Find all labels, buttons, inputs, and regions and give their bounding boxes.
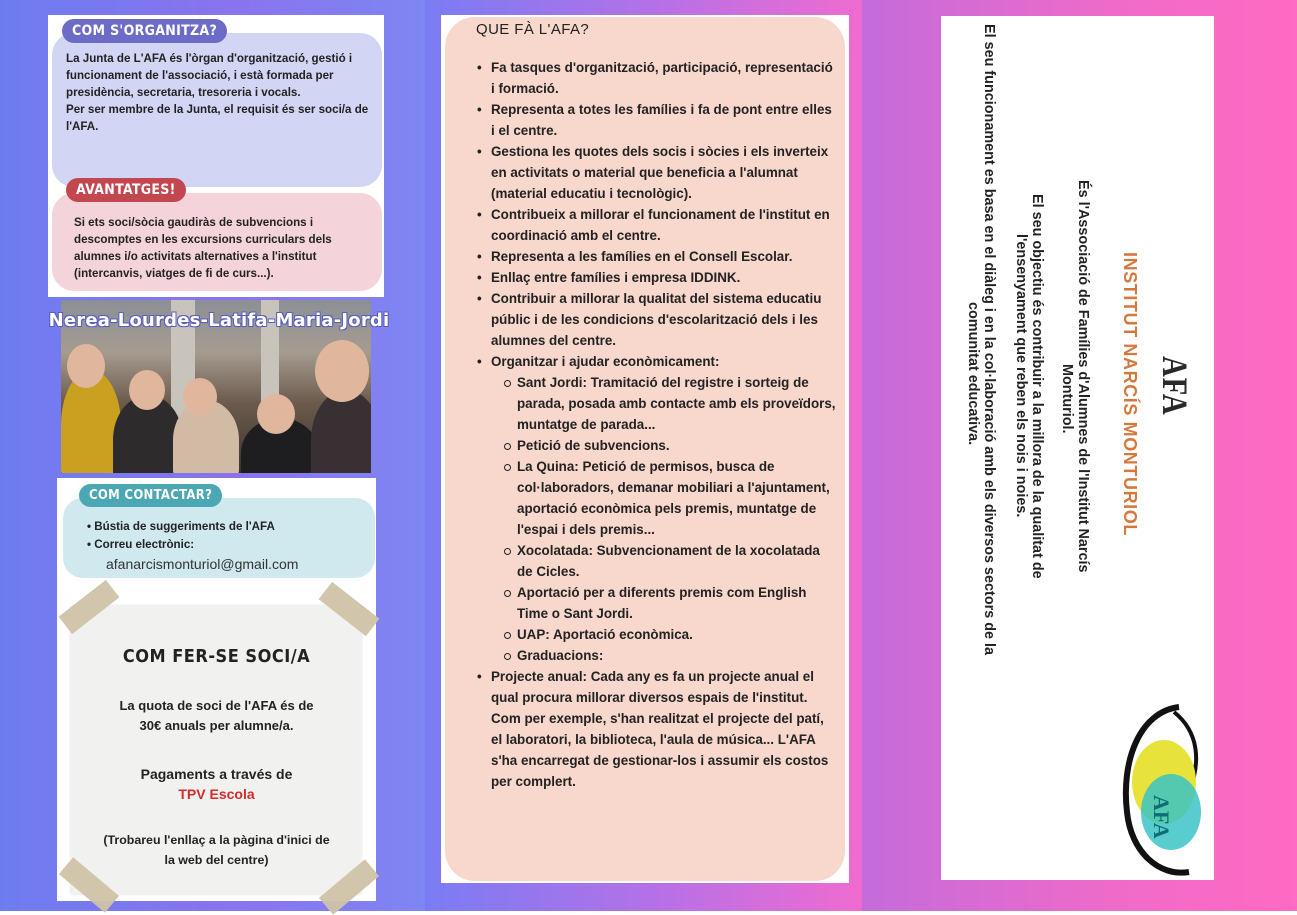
photo-face	[183, 378, 217, 416]
contactar-title: COM CONTACTAR?	[79, 484, 222, 507]
organitza-title: COM S'ORGANITZA?	[62, 19, 227, 43]
list-item: • Projecte anual: Cada any es fa un projecte anual el qual procura millorar diversos espais de l'institut. Com per exemple, s'han realitzat el projecte del patí, el laboratori, la biblioteca, l'aula de música... L'AFA s'ha encarregat de gestionar-los i assumir els costos per complert.	[477, 666, 837, 792]
contact-card	[57, 478, 376, 901]
photo-face	[257, 394, 295, 434]
quota-text: La quota de soci de l'AFA és de 30€ anuals per alumne/a.	[119, 698, 314, 733]
sub-list-item: Sant Jordi: Tramitació del registre i sorteig de parada, posada amb contacte amb els proveïdors, muntatge de parada...	[477, 372, 837, 435]
list-item: • Representa a les famílies en el Consell Escolar.	[477, 246, 837, 267]
contact-email[interactable]: afanarcismonturiol@gmail.com	[106, 556, 299, 572]
intro-line: El seu objectiu és contribuir a la millora de la qualitat de	[1029, 194, 1045, 579]
photo-face	[315, 340, 369, 402]
enllac-text: (Trobareu l'enllaç a la pàgina d'inici de la web del centre)	[103, 833, 330, 867]
tpv-link[interactable]: TPV Escola	[178, 786, 255, 802]
afa-cover	[941, 16, 1214, 880]
list-item: • Representa a totes les famílies i fa de pont entre elles i el centre.	[477, 99, 837, 141]
photo-person	[311, 390, 371, 473]
list-item: • Contribueix a millorar el funcionament de l'institut en coordinació amb el centre.	[477, 204, 837, 246]
organitza-card	[48, 15, 384, 297]
intro-line: És l'Associació de Famílies d'Alumnes de l'Institut Narcís	[1075, 180, 1091, 573]
photo-face	[129, 370, 165, 410]
list-item: • Enllaç entre famílies i empresa IDDINK.	[477, 267, 837, 288]
pagaments-text: Pagaments a través de TPV Escola	[57, 764, 376, 804]
sub-list-item: Aportació per a diferents premis com English Time o Sant Jordi.	[477, 582, 837, 624]
que-fa-card	[441, 15, 849, 883]
institut-title: INSTITUT NARCÍS MONTURIOL	[1120, 252, 1140, 536]
list-item: • Contribuir a millorar la qualitat del sistema educatiu públic i de les condicions d'escolarització dels i les alumnes del centre.	[477, 288, 837, 351]
list-item: • Fa tasques d'organització, participació, representació i formació.	[477, 57, 837, 99]
contact-list	[87, 518, 275, 554]
list-item: • Gestiona les quotes dels socis i sòcies i els inverteix en activitats o material que beneficia a l'alumnat (material educatiu i tecnològic).	[477, 141, 837, 204]
logo-text: AFA	[1149, 795, 1174, 839]
que-fa-title: QUE FÀ L'AFA?	[476, 21, 590, 38]
avantatges-title: AVANTATGES!	[66, 178, 186, 202]
intro-line: comunitat educativa.	[965, 302, 981, 446]
intro-line: Monturiol.	[1059, 364, 1075, 434]
contact-item: • Bústia de suggeriments de l'AFA	[87, 520, 275, 533]
afa-logo-icon	[1119, 702, 1209, 880]
soci-title: COM FER-SE SOCI/A	[122, 646, 311, 667]
sub-list-item: UAP: Aportació econòmica.	[477, 624, 837, 645]
avantatges-text: Si ets soci/sòcia gaudiràs de subvencions i descomptes en les excursions curriculars dels alumnes i/o activitats alternatives a l'institut (intercanvis, viatges de fi de curs...).	[74, 216, 332, 280]
sub-list-item: Graduacions:	[477, 645, 837, 666]
contact-item: • Correu electrònic:	[87, 538, 195, 551]
sub-list-item: Petició de subvencions.	[477, 435, 837, 456]
que-fa-list	[477, 57, 837, 792]
intro-line: l'ensenyament que reben els nois i noies.	[1013, 234, 1029, 518]
organitza-text	[66, 50, 371, 135]
organitza-text-1: La Junta de L'AFA és l'òrgan d'organització, gestió i funcionament de l'associació, i està formada per presidència, secretaria, tresoreria i vocals.	[66, 52, 353, 99]
photo-face	[67, 344, 105, 388]
organitza-text-2: Per ser membre de la Junta, el requisit és ser soci/a de l'AFA.	[66, 103, 369, 133]
afa-title: AFA	[1155, 356, 1195, 416]
sub-list-item: Xocolatada: Subvencionament de la xocolatada de Cicles.	[477, 540, 837, 582]
sub-list-item: La Quina: Petició de permisos, busca de col·laboradors, demanar mobiliari a l'ajuntament, aportació econòmica pels premis, muntatge de l'espai i dels premis...	[477, 456, 837, 540]
photo-caption: Nerea-Lourdes-Latifa-Maria-Jordi	[48, 310, 390, 331]
list-item: • Organitzar i ajudar econòmicament:	[477, 351, 837, 372]
intro-line: El seu funcionament es basa en el diàleg i en la col·laboració amb els diversos sectors de la	[981, 24, 997, 656]
